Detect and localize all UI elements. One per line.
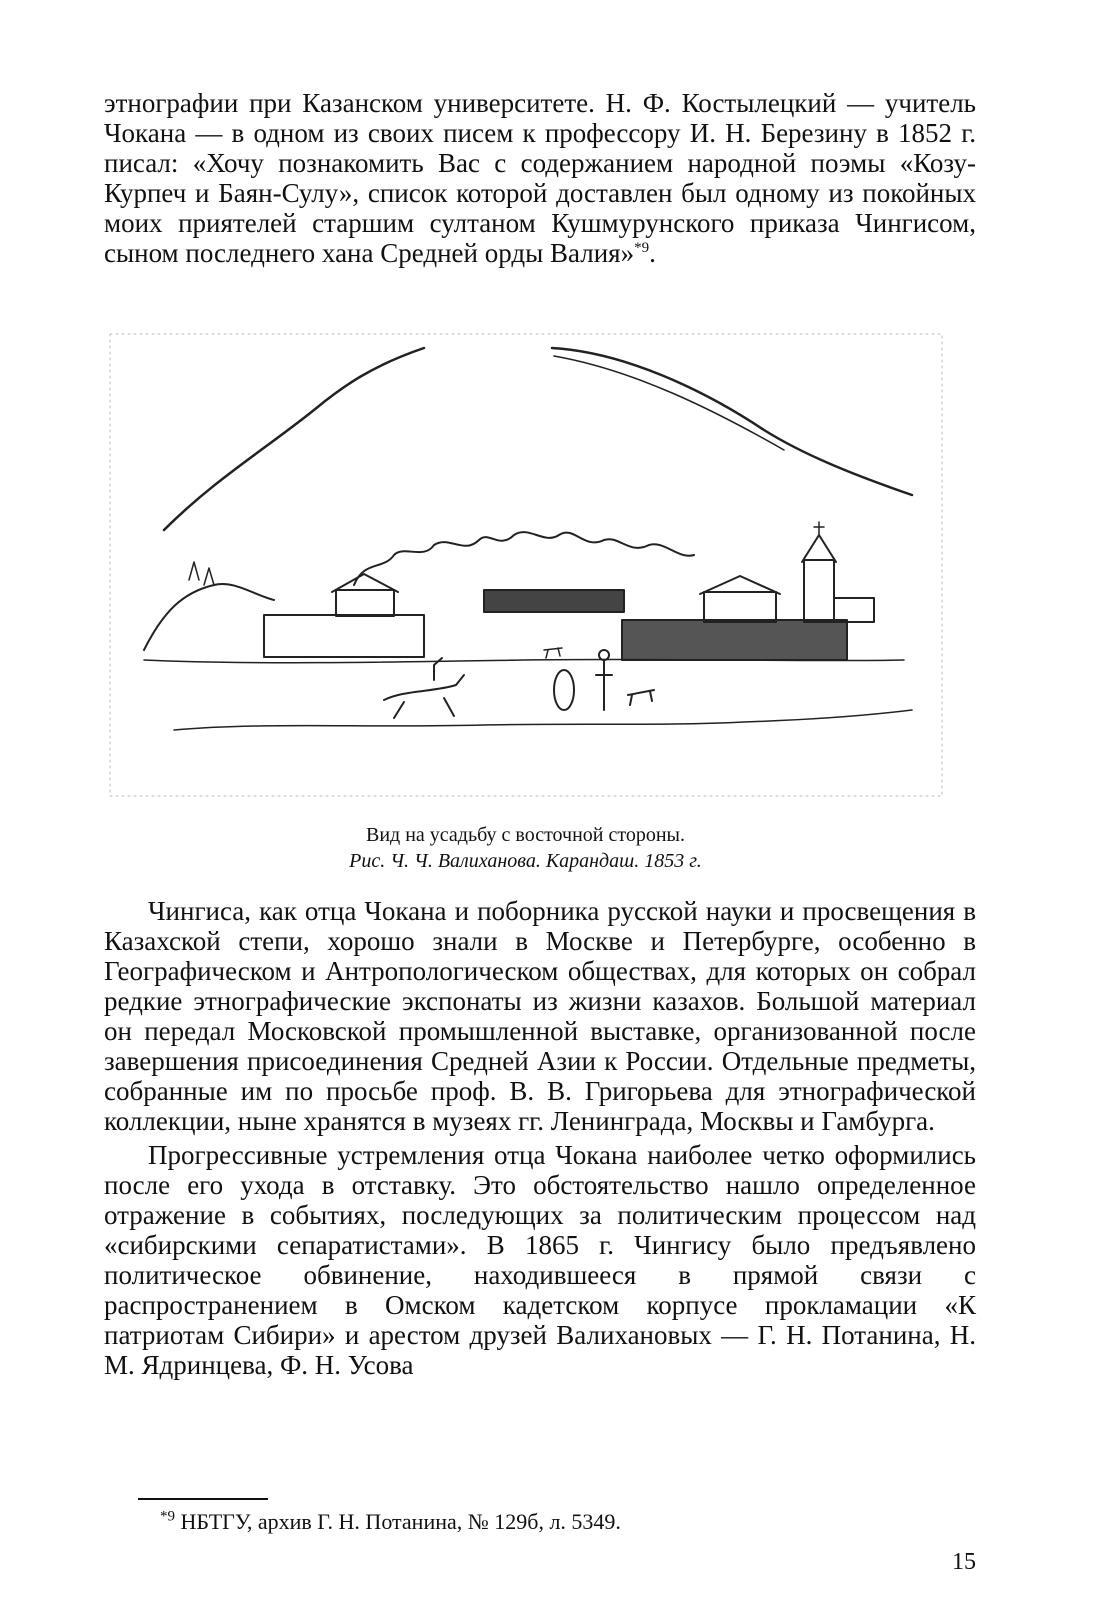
figure-seated bbox=[554, 670, 574, 710]
paragraph-2: Прогрессивные устремления отца Чокана наиболее четко оформились после его ухода в отставку. Это обстоятельство нашло определенное отражение в событиях, последующих за политическим процессом над «сибирскими сепаратистами». В 1865 г. Чингису было предъявлено политическое обвинение, находившееся в прямой связи с распространением в Омском кадетском корпусе прокламации «К патриотам Сибири» и арестом друзей Валихановых — Г. Н. Потанина, Н. М. Ядринцева, Ф. Н. Усова bbox=[104, 1140, 976, 1380]
body-text bbox=[104, 896, 976, 1380]
church-body bbox=[834, 598, 874, 622]
distant-cart bbox=[544, 648, 562, 658]
footnote-marker: *9 bbox=[160, 1508, 175, 1525]
road-line bbox=[174, 710, 912, 730]
building-center bbox=[484, 590, 624, 612]
caption-title: Вид на усадьбу с восточной стороны. bbox=[366, 824, 685, 846]
intro-text: этнографии при Казанском университете. Н. Ф. Костылецкий — учитель Чокана — в одном из своих писем к профессору И. Н. Березину в 1852 г. писал: «Хочу познакомить Вас с содержанием народной поэмы «Козу-Курпеч и Баян-Сулу», список которой доставлен был одному из покойных моих приятелей старшим султаном Кушмурунского приказа Чингисом, сыном последнего хана Средней орды Валия» bbox=[104, 88, 976, 268]
page-number: 15 bbox=[952, 1549, 976, 1575]
building-long-left bbox=[264, 615, 424, 657]
footnote-reference: *9 bbox=[634, 240, 650, 256]
footnote bbox=[160, 1508, 960, 1536]
intro-end: . bbox=[649, 238, 656, 268]
mountain-left bbox=[164, 348, 424, 530]
caption-credit: Рис. Ч. Ч. Валиханова. Карандаш. 1853 г. bbox=[349, 850, 702, 872]
paragraph-1: Чингиса, как отца Чокана и поборника русской науки и просвещения в Казахской степи, хорошо знали в Москве и Петербурге, особенно в Географическом и Антропологическом обществах, для которых он собрал редкие этнографические экспонаты из жизни казахов. Большой материал он передал Московской промышленной выставке, организованной после завершения присоединения Средней Азии к России. Отдельные предметы, собранные им по просьбе проф. В. В. Григорьева для этнографической коллекции, ныне хранятся в музеях гг. Ленинграда, Москвы и Гамбурга. bbox=[104, 896, 976, 1136]
footnote-separator bbox=[138, 1498, 268, 1500]
intro-paragraph bbox=[104, 88, 976, 268]
church-cross bbox=[814, 522, 824, 535]
house-left bbox=[336, 590, 394, 616]
church-tower bbox=[804, 560, 834, 622]
mountain-right-inner bbox=[554, 356, 784, 450]
figure-caption bbox=[104, 822, 947, 874]
pencil-drawing bbox=[104, 330, 947, 800]
poplars bbox=[189, 562, 214, 585]
illustration-estate-sketch bbox=[104, 330, 947, 800]
church-spire bbox=[802, 535, 836, 562]
tree-line bbox=[354, 532, 694, 585]
ground-line bbox=[144, 659, 904, 662]
house-right bbox=[704, 592, 776, 622]
horse-rider bbox=[384, 658, 464, 718]
hill-left bbox=[144, 584, 274, 650]
footnote-text: НБТГУ, архив Г. Н. Потанина, № 129б, л. 5349. bbox=[175, 1509, 621, 1534]
fence-right bbox=[622, 620, 847, 660]
dog bbox=[628, 690, 654, 705]
